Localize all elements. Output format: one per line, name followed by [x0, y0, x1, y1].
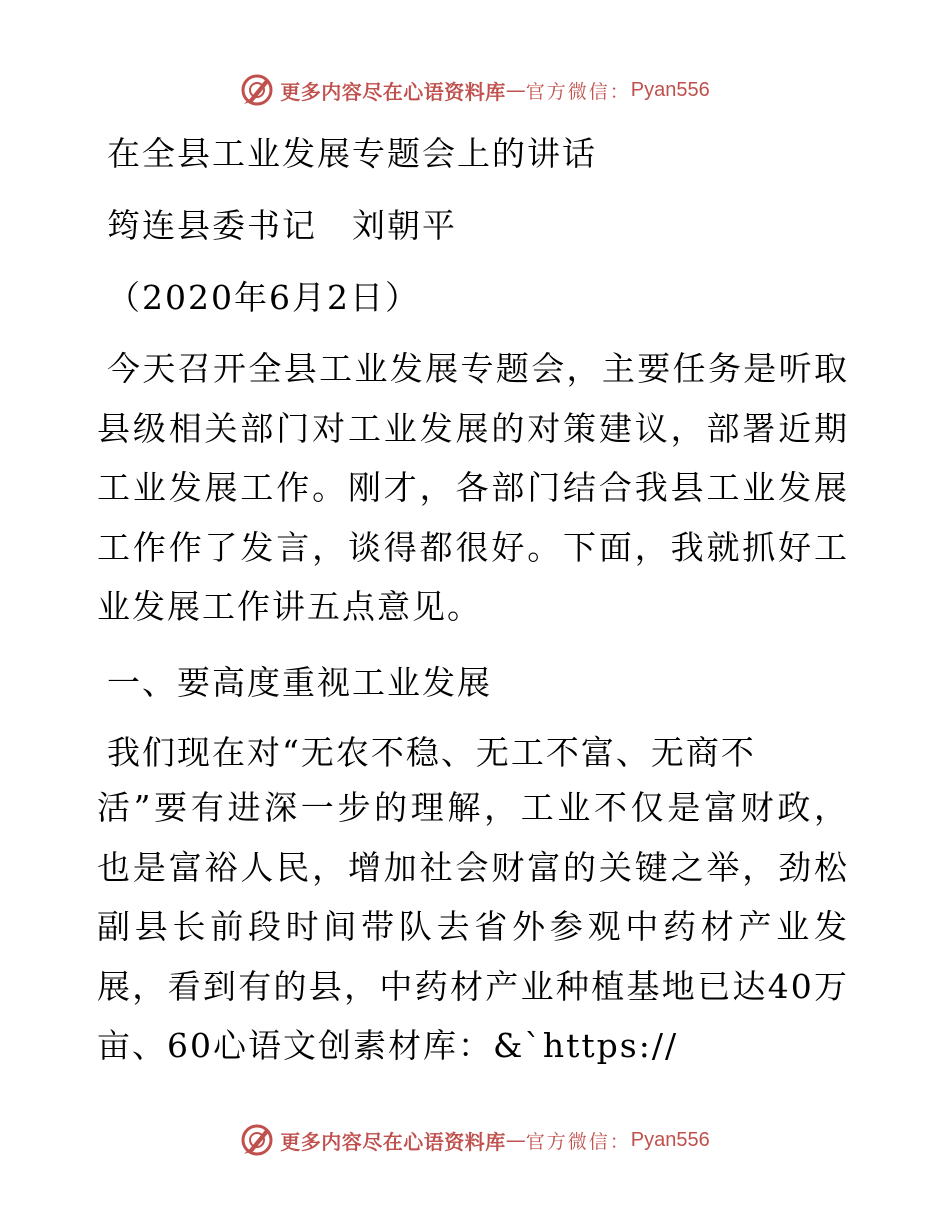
section1-first-line: 我们现在对“无农不稳、无工不富、无商不 — [107, 733, 756, 772]
wechat-account: Pyan556 — [630, 78, 710, 101]
document-date: （2020年6月2日） — [107, 278, 420, 317]
document-author: 筠连县委书记 刘朝平 — [107, 206, 457, 245]
wechat-label: 官方微信： — [525, 80, 631, 103]
site-name: 更多内容尽在心语资料库 — [280, 79, 506, 104]
banner-dash: — — [505, 78, 526, 102]
pen-logo-icon — [240, 73, 274, 107]
site-name: 更多内容尽在心语资料库 — [280, 1129, 506, 1154]
document-title: 在全县工业发展专题会上的讲话 — [107, 134, 597, 173]
intro-paragraph: 今天召开全县工业发展专题会，主要任务是听取县级相关部门对工业发展的对策建议，部署近期工业发展工作。刚才，各部门结合我县工业发展工作作了发言，谈得都很好。下面，我就抓好工业发展工作讲五点意见。 — [97, 349, 849, 626]
wechat-label: 官方微信： — [525, 1130, 631, 1153]
wechat-account: Pyan556 — [630, 1128, 710, 1151]
section-heading-1: 一、要高度重视工业发展 — [107, 663, 492, 702]
banner-dash: — — [505, 1128, 526, 1152]
header-watermark-banner — [0, 70, 950, 110]
section1-paragraph: 活”要有进深一步的理解，工业不仅是富财政，也是富裕人民，增加社会财富的关键之举，劲松副县长前段时间带队去省外参观中药材产业发展，看到有的县，中药材产业种植基地已达40万亩、60心语文创素材库：&`https:// — [97, 788, 849, 1065]
pen-logo-icon — [240, 1123, 274, 1157]
footer-watermark-banner — [0, 1120, 950, 1160]
